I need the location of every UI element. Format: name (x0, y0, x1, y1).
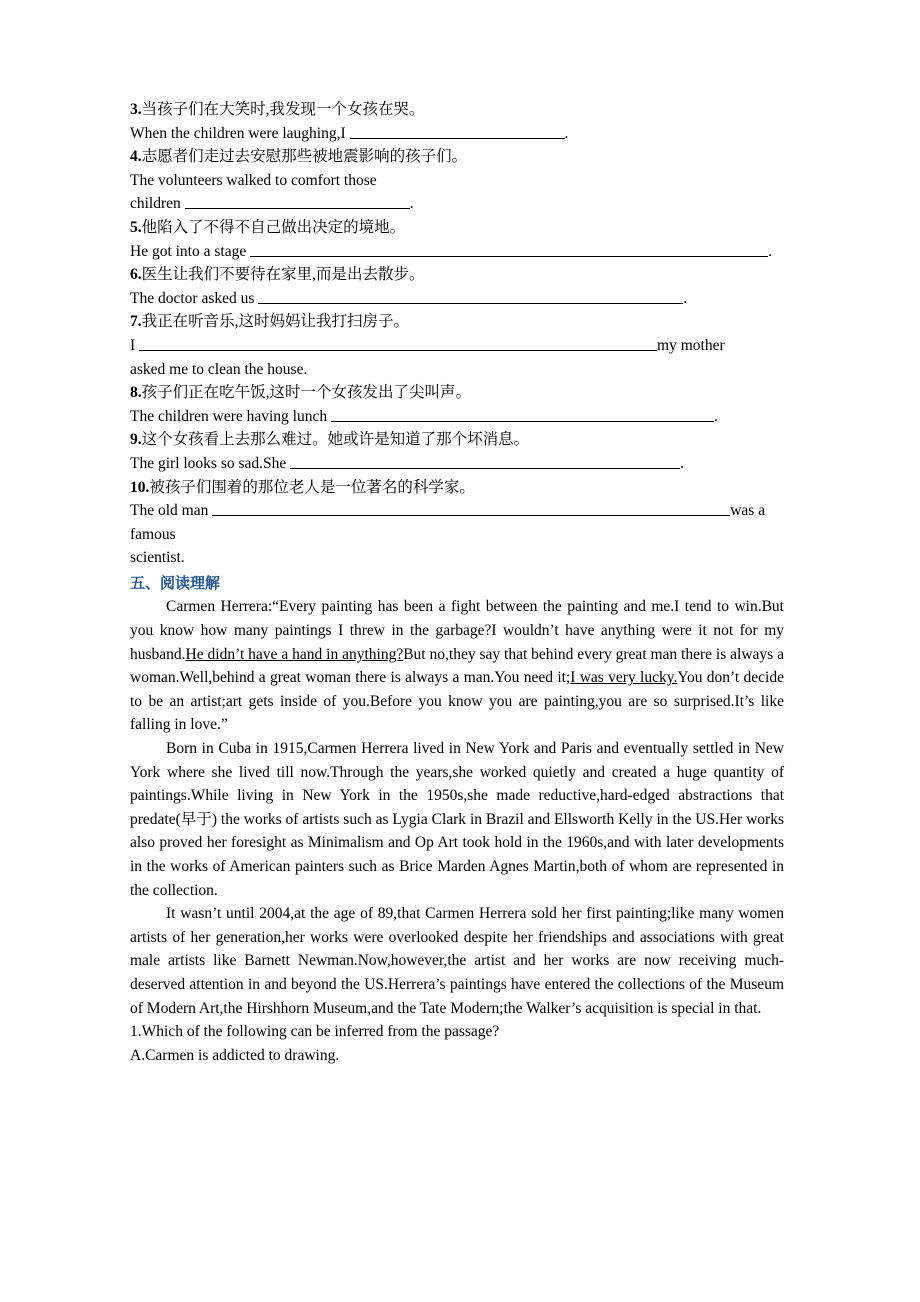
item-chinese: 当孩子们在大笑时,我发现一个女孩在哭。 (141, 101, 425, 118)
item-chinese: 孩子们正在吃午饭,这时一个女孩发出了尖叫声。 (141, 384, 472, 402)
exercise-answer-line (130, 169, 784, 193)
exercise-answer-line-cont (130, 358, 784, 382)
exercise-item (130, 476, 784, 500)
exercise-answer-line (130, 240, 784, 264)
quote-text-part-1: Carmen Herrera:“Every painting has been a fight between the painting and me.I tend to win.But you know how many paintings I threw in the garbage?I wouldn’t have anything were it not for my husband. (130, 598, 784, 663)
answer-blank[interactable] (290, 454, 680, 469)
item-english-before: When the children were laughing,I (130, 124, 350, 142)
item-chinese: 这个女孩看上去那么难过。她或许是知道了那个坏消息。 (141, 431, 530, 449)
item-english-before: I (130, 336, 140, 354)
answer-blank[interactable] (350, 124, 565, 139)
item-english-after: . (564, 124, 569, 142)
exercise-answer-line (130, 334, 784, 358)
exercise-item (130, 216, 784, 240)
answer-blank[interactable] (331, 407, 714, 422)
item-number: 10. (130, 478, 150, 496)
exercise-item (130, 428, 784, 452)
exercise-item (130, 381, 784, 405)
reading-paragraph-3: It wasn’t until 2004,at the age of 89,that Carmen Herrera sold her first painting;like many women artists of her generation,her works were overlooked despite her friendships and associations with great male artists like Barnett Newman.Now,however,the artist and her works are now receiving much-deserved attention in and beyond the US.Herrera’s paintings have entered the collections of the Museum of Modern Art,the Hirshhorn Museum,and the Tate Modern;the Walker’s acquisition is special in that. (130, 905, 784, 1017)
item-chinese: 被孩子们围着的那位老人是一位著名的科学家。 (149, 478, 475, 496)
item-number: 7. (130, 313, 142, 331)
item-english-second: asked me to clean the house. (130, 360, 308, 378)
exercise-answer-line (130, 405, 784, 429)
item-chinese: 志愿者们走过去安慰那些被地震影响的孩子们。 (141, 148, 468, 166)
item-number: 3. (130, 101, 142, 118)
item-english-before: He got into a stage (130, 242, 251, 260)
item-number: 9. (130, 431, 142, 449)
exercise-answer-line (130, 452, 784, 476)
item-english-before: The girl looks so sad.She (130, 454, 291, 472)
item-english-after: . (409, 195, 414, 213)
exercise-answer-line (130, 287, 784, 311)
item-chinese: 医生让我们不要待在家里,而是出去散步。 (141, 266, 425, 284)
item-number: 5. (130, 218, 142, 236)
item-chinese: 他陷入了不得不自己做出决定的境地。 (141, 218, 406, 236)
item-english-after: was a famous (130, 502, 769, 543)
exercise-item (130, 263, 784, 287)
exercise-item (130, 145, 784, 169)
reading-paragraph-1 (130, 595, 784, 737)
exercise-item (130, 98, 784, 122)
question-1-option-a[interactable]: A.Carmen is addicted to drawing. (130, 1046, 340, 1064)
answer-blank[interactable] (250, 242, 768, 257)
item-english-second: scientist. (130, 549, 185, 567)
item-english-after: . (714, 407, 718, 425)
item-english-after: my mother (657, 336, 725, 354)
item-chinese: 我正在听音乐,这时妈妈让我打扫房子。 (141, 313, 410, 331)
item-number: 8. (130, 384, 142, 402)
item-english-before: The doctor asked us (130, 289, 259, 307)
underlined-sentence-1: He didn’t have a hand in anything? (185, 645, 404, 663)
item-english-before: The old man (130, 502, 213, 520)
section-heading-reading: 五、阅读理解 (130, 574, 221, 592)
quote-text-part-2: But no,they say that behind every great man there is always a woman.Well,behind a great woman there is always a man.You need it; (130, 645, 784, 687)
item-english-after: . (683, 289, 688, 307)
exercise-item (130, 310, 784, 334)
item-number: 6. (130, 266, 142, 284)
question-1: 1.Which of the following can be inferred from the passage? (130, 1023, 500, 1041)
answer-blank[interactable] (212, 501, 730, 516)
item-english-after: . (680, 454, 685, 472)
item-english-second: children (130, 195, 185, 213)
exercise-answer-line-cont (130, 192, 784, 216)
reading-paragraph-2: Born in Cuba in 1915,Carmen Herrera lived in New York and Paris and eventually settled in New York where she lived till now.Through the years,she worked quietly and created a huge quantity of paintings.While living in New York in the 1950s,she made reductive,hard-edged abstractions that predate(早于) the works of artists such as Lygia Clark in Brazil and Ellsworth Kelly in the US.Her works also proved her foresight as Minimalism and Op Art took hold in the 1960s,and with later developments in the works of American painters such as Brice Marden Agnes Martin,both of whom are represented in the collection. (130, 740, 784, 899)
exercise-answer-line (130, 499, 784, 546)
answer-blank[interactable] (139, 336, 657, 351)
item-number: 4. (130, 148, 142, 166)
answer-blank[interactable] (185, 194, 410, 209)
item-english-after: . (768, 242, 772, 260)
underlined-sentence-2: I was very lucky. (570, 669, 678, 687)
item-english-before: The children were having lunch (130, 407, 331, 425)
answer-blank[interactable] (258, 289, 683, 304)
quote-text-part-3: You don’t decide to be an artist;art gets inside of you.Before you know you are painting,you are so surprised.It’s like falling in love.” (130, 669, 784, 734)
item-english-before: The volunteers walked to comfort those (130, 171, 377, 189)
exercise-answer-line (130, 122, 784, 146)
exercise-answer-line-cont (130, 546, 784, 570)
